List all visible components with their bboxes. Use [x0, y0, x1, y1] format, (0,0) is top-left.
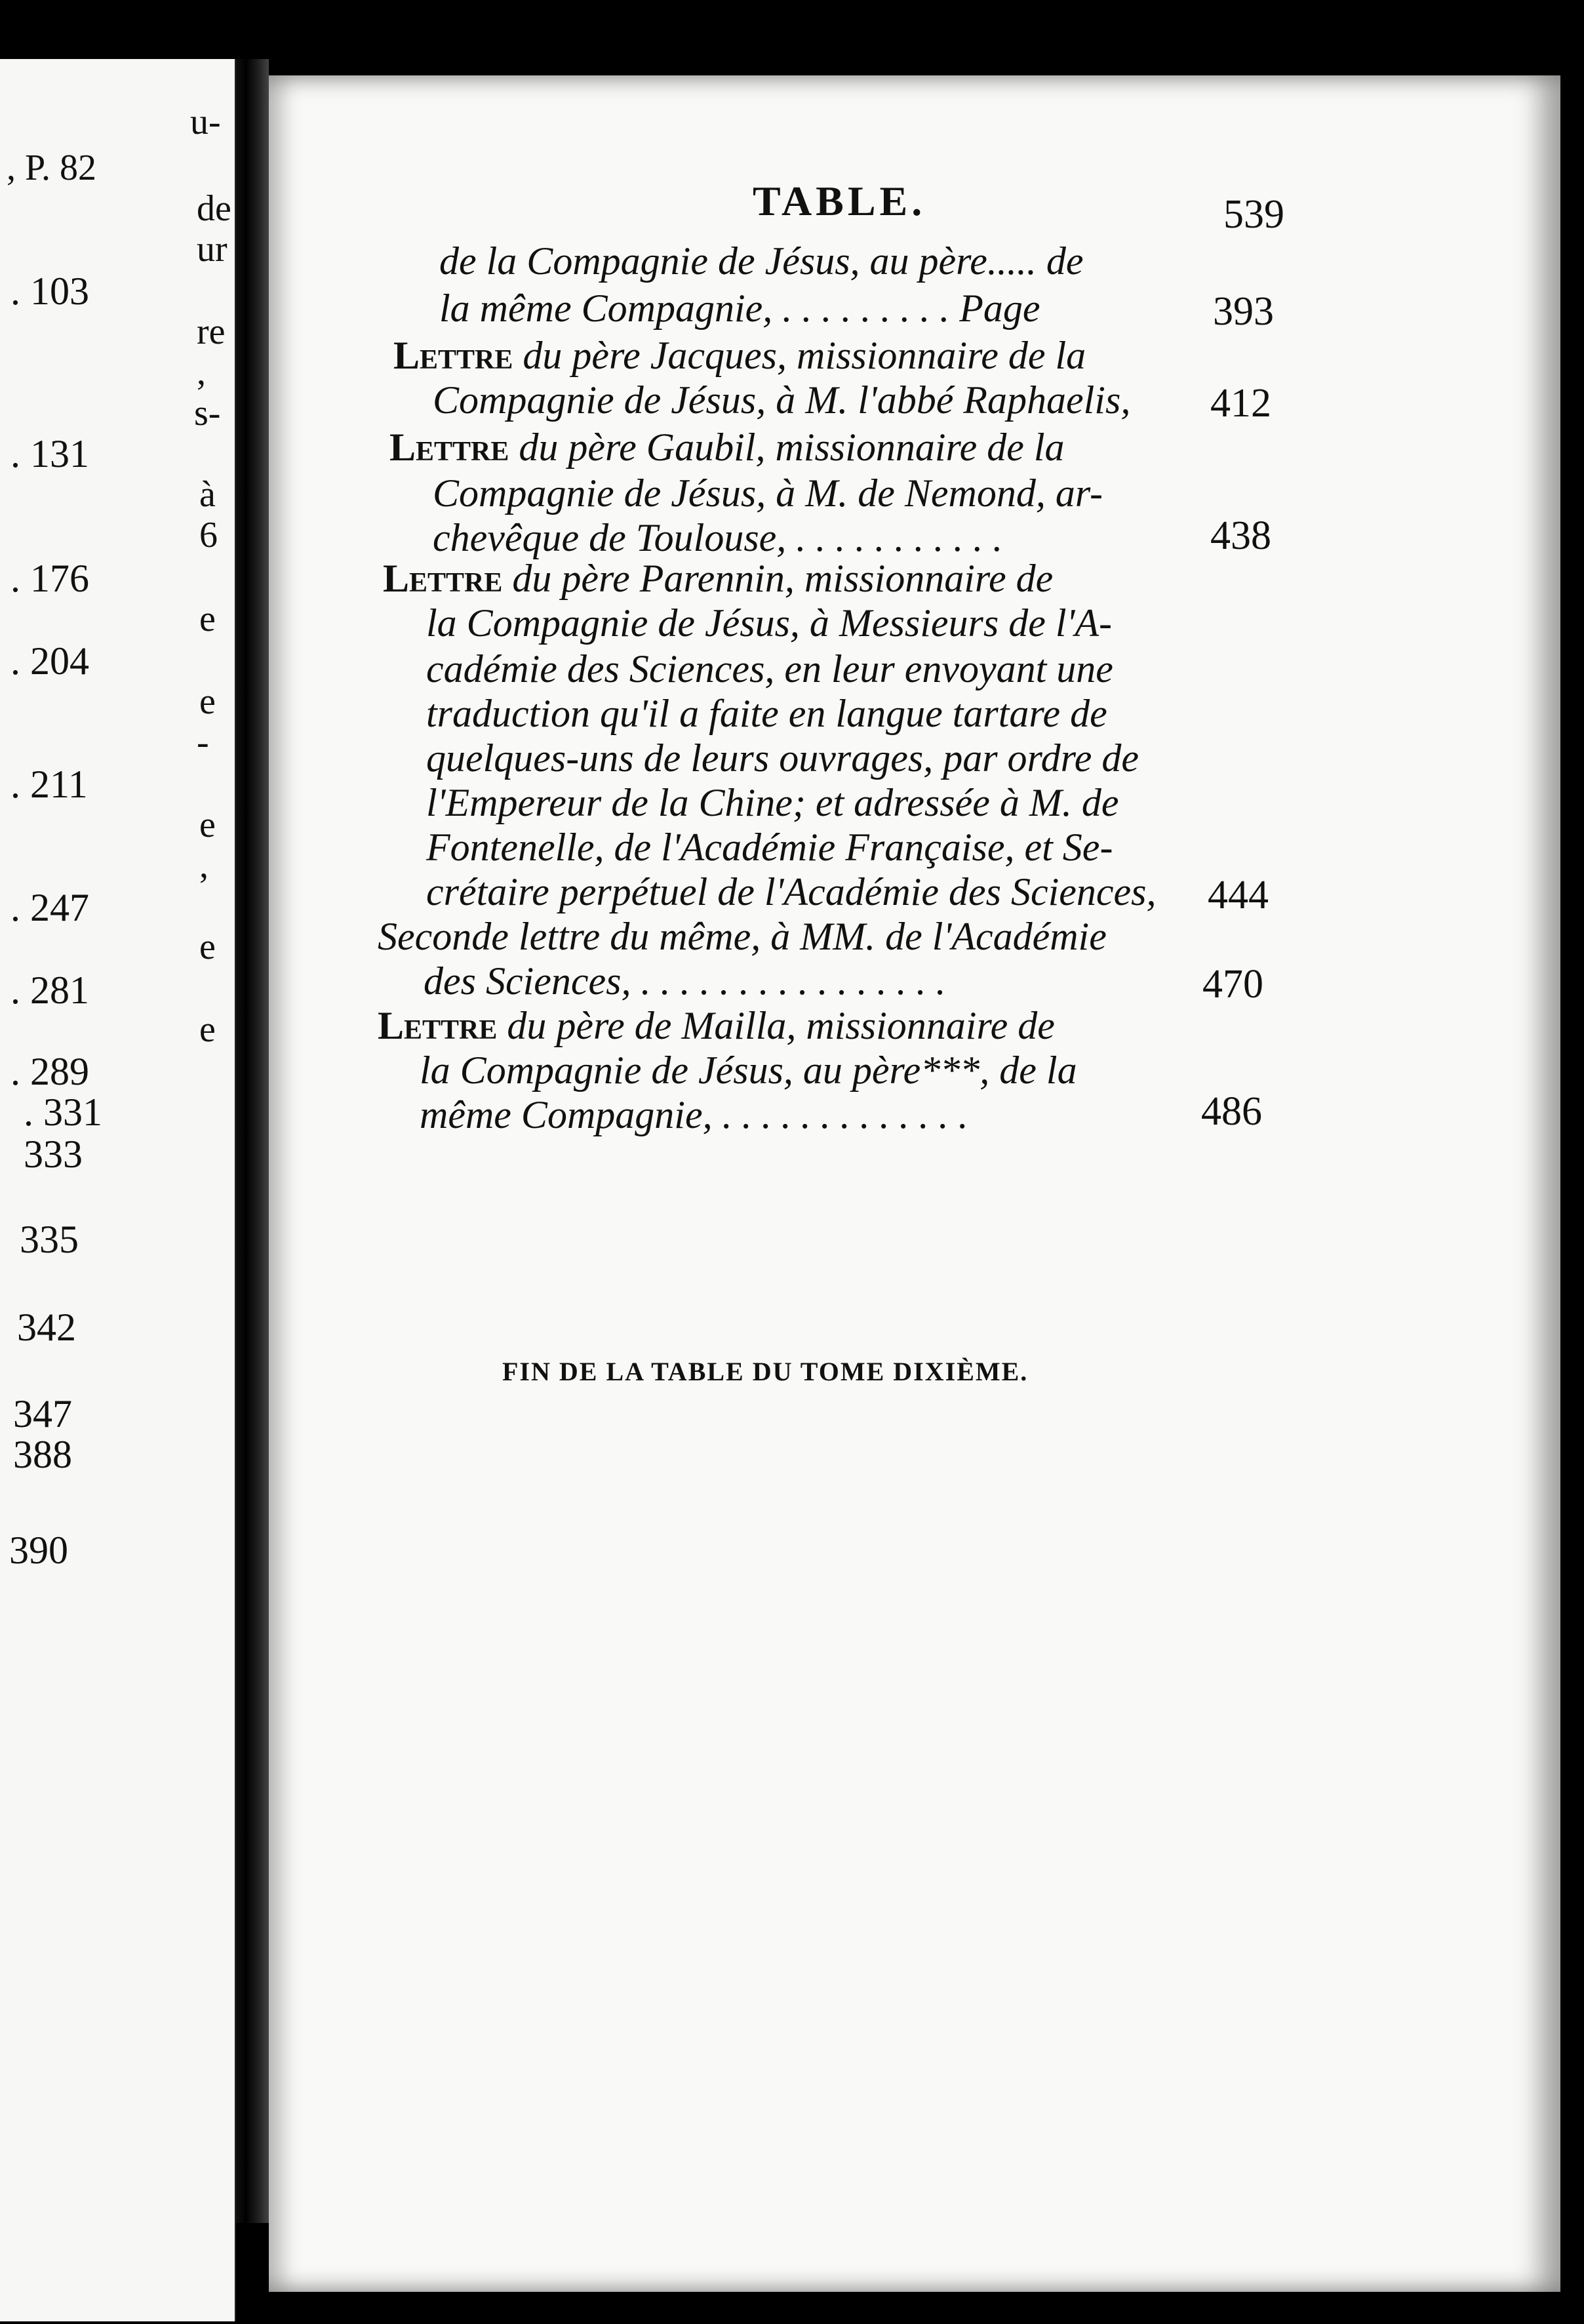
left-fragment: 347	[13, 1392, 72, 1435]
left-fragment: 6	[199, 515, 218, 555]
page-title: TABLE.	[753, 178, 926, 224]
entry-page-number: 393	[1213, 289, 1274, 334]
entry-line: l'Empereur de la Chine; et adressée à M. de	[426, 781, 1119, 824]
entry-line: des Sciences, . . . . . . . . . . . . . . . .	[424, 959, 946, 1003]
left-fragment: -	[197, 722, 209, 763]
entry-line: la Compagnie de Jésus, à Messieurs de l'A-	[426, 601, 1112, 645]
left-fragment: e	[199, 1009, 216, 1050]
left-fragment: 390	[9, 1529, 68, 1572]
entry-line: Lettre du père de Mailla, missionnaire de	[378, 1004, 1055, 1047]
entry-line: même Compagnie, . . . . . . . . . . . . .	[420, 1093, 968, 1136]
entry-lead: Lettre	[378, 1004, 498, 1047]
entry-page-number: 444	[1208, 873, 1269, 917]
left-fragment: . 211	[10, 763, 88, 806]
left-fragment: e	[199, 805, 216, 845]
entry-line: la même Compagnie, . . . . . . . . . Page	[439, 287, 1040, 330]
entry-line: la Compagnie de Jésus, au père***, de la	[420, 1049, 1077, 1092]
entry-page-number: 470	[1202, 962, 1263, 1007]
left-fragment: . 247	[10, 886, 89, 929]
left-fragment: 335	[20, 1218, 79, 1261]
left-fragment: ,	[199, 845, 208, 886]
entry-line: Compagnie de Jésus, à M. l'abbé Raphaelis,	[433, 378, 1131, 422]
entry-lead: Lettre	[393, 334, 513, 377]
left-fragment: . 176	[10, 557, 89, 600]
left-fragment: ,	[197, 352, 206, 393]
entry-page-number: 412	[1210, 381, 1271, 426]
left-fragment: ur	[197, 229, 228, 270]
left-fragment: à	[199, 474, 216, 515]
left-fragment: , P. 82	[7, 148, 96, 188]
left-fragment: . 103	[10, 270, 89, 313]
entry-line: Fontenelle, de l'Académie Française, et Se-	[426, 826, 1113, 869]
left-fragment: de	[197, 188, 231, 229]
left-page	[0, 59, 236, 2321]
left-fragment: s-	[194, 393, 221, 433]
left-fragment: re	[197, 311, 226, 352]
left-fragment: 342	[17, 1306, 76, 1349]
left-fragment: e	[199, 681, 216, 722]
entry-line: Compagnie de Jésus, à M. de Nemond, ar-	[433, 471, 1103, 515]
entry-line: chevêque de Toulouse, . . . . . . . . . . .	[433, 516, 1003, 559]
entry-line: Seconde lettre du même, à MM. de l'Académie	[378, 915, 1107, 958]
page-number: 539	[1223, 192, 1284, 237]
entry-line: Lettre du père Jacques, missionnaire de la	[393, 334, 1086, 377]
entry-line: Lettre du père Gaubil, missionnaire de la	[389, 426, 1065, 469]
end-of-table-note: FIN DE LA TABLE DU TOME DIXIÈME.	[502, 1357, 1029, 1386]
entry-page-number: 486	[1201, 1089, 1262, 1134]
left-fragment: 333	[24, 1132, 83, 1176]
entry-lead: Lettre	[389, 426, 509, 469]
entry-line: de la Compagnie de Jésus, au père..... de	[439, 239, 1084, 283]
left-fragment: . 289	[10, 1050, 89, 1093]
left-fragment: . 281	[10, 969, 89, 1012]
left-fragment: 388	[13, 1433, 72, 1476]
entry-lead: Lettre	[383, 557, 503, 600]
entry-line: cadémie des Sciences, en leur envoyant une	[426, 647, 1113, 691]
left-fragment: . 331	[24, 1091, 102, 1134]
entry-page-number: 438	[1210, 513, 1271, 558]
left-fragment: e	[199, 927, 216, 967]
entry-line: crétaire perpétuel de l'Académie des Sciences,	[426, 870, 1157, 913]
entry-line: traduction qu'il a faite en langue tartare de	[426, 692, 1107, 735]
left-fragment: . 204	[10, 639, 89, 683]
left-fragment: e	[199, 599, 216, 639]
entry-line: Lettre du père Parennin, missionnaire de	[383, 557, 1054, 600]
left-fragment: u-	[190, 102, 221, 142]
entry-line: quelques-uns de leurs ouvrages, par ordre de	[426, 736, 1139, 780]
left-fragment: . 131	[10, 432, 89, 475]
book-gutter	[236, 59, 269, 2223]
